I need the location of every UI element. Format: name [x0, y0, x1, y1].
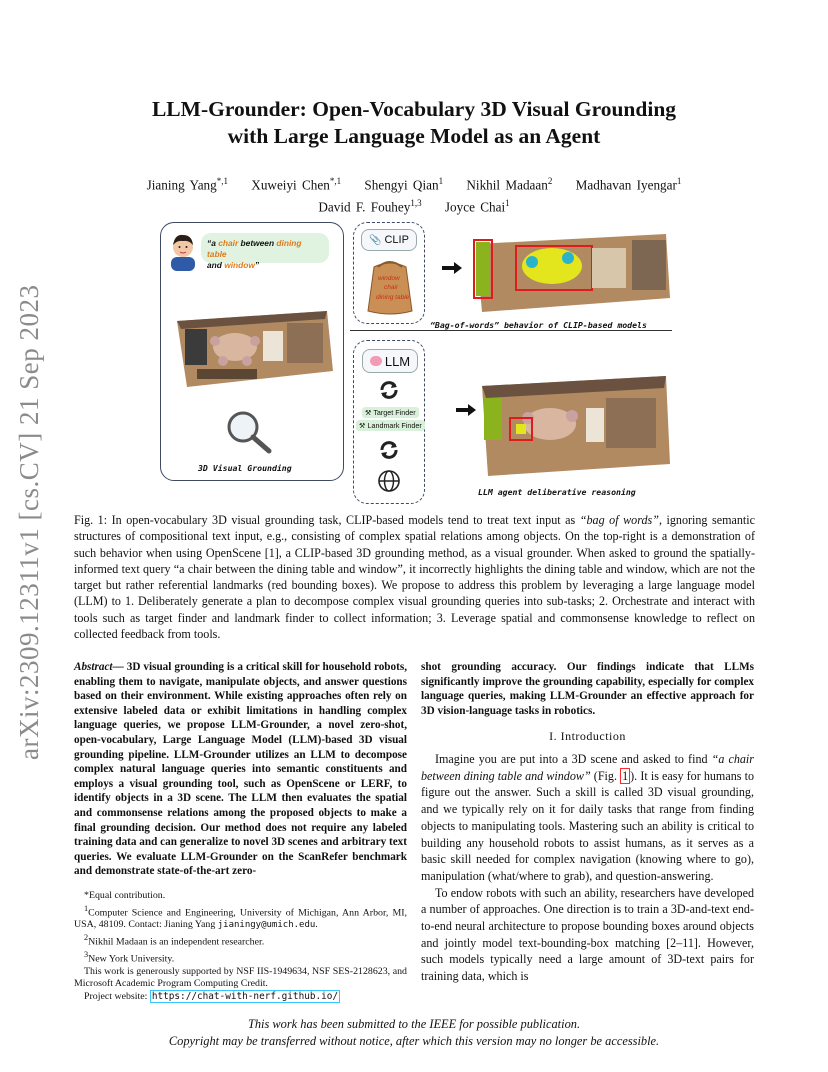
footnote-equal: *Equal contribution.	[84, 890, 166, 901]
input-panel	[160, 222, 344, 481]
cycle-icon	[378, 379, 400, 401]
intro-paragraph: Imagine you are put into a 3D scene and asked to find “a chair between dining table and window” (Fig. 1 ). It is easy for humans to figure out the answer. Such a skill is called 3D visual grounding, and we typically rely on it for daily tasks that range from finding objects to manipulating tools. Mastering such an ability is critical to building any household robots to assist humans, as it serves as a basic skill needed for complex navigation (knowing where to go), manipulation (what/where to grab), and question-answering.	[421, 752, 755, 883]
globe-icon	[377, 469, 401, 493]
bag-word-chair: chair	[384, 284, 399, 291]
footnote-1: $^1$Computer Science and Engineering, University of Michigan, Ann Arbor, MI, USA, 48109. Contact: Jianing Yang jianingy@umich.edu.	[74, 903, 407, 931]
paperclip-icon: 📎	[369, 234, 382, 246]
llm-result-scene	[476, 368, 672, 480]
author-name: Joyce Chai	[444, 199, 506, 215]
tools-icon: ⚒	[359, 421, 366, 430]
tools-icon: ⚒	[365, 408, 372, 417]
arrow-right-icon	[442, 262, 462, 274]
project-website-link[interactable]: https://chat-with-nerf.github.io/	[151, 991, 339, 1003]
paper-title: LLM-Grounder: Open-Vocabulary 3D Visual Grounding with Large Language Model as an Agent	[151, 97, 677, 148]
figure-divider	[350, 330, 672, 331]
figure-reference-link[interactable]: 1	[622, 768, 629, 783]
query-bubble: “a chair between dining table and window”	[201, 233, 329, 263]
arrow-right-icon	[456, 404, 476, 416]
scene-3d-render	[167, 301, 337, 391]
clip-result-scene	[472, 228, 672, 314]
footnote-funding: This work is generously supported by NSF IIS-1949634, NSF SES-2128623, and Microsoft Academic Program Computing Credit.	[74, 965, 407, 990]
footnote-2: $^2$Nikhil Madaan is an independent researcher.	[84, 933, 265, 948]
footnotes	[74, 890, 407, 1004]
figure-1	[160, 222, 680, 507]
figure-caption: Fig. 1: In open-vocabulary 3D visual grounding task, CLIP-based models tend to treat text input as “bag of words”, ignoring semantic structures of compositional text input, e.g., consisting of complex spatial relations among objects. On the top-right is a demonstration of such behavior when using OpenScene [1], a CLIP-based 3D grounding method, as a visual grounder. When asked to ground the spatially-informed text query “a chair between the dining table and window”, it incorrectly highlights the dining table and window, which are not the target but rather referential landmarks (red bounding boxes). We propose to address this problem by leveraging a large language model (LLM) to 1. Deliberately generate a plan to decompose complex visual grounding queries into sub-tasks; 2. Orchestrate and interact with tools such as target finder and landmark finder to collect information; 3. Leverage spatial and commonsense knowledge to reflect on collected feedback from tools.	[74, 513, 755, 642]
figure-caption-llm: LLM agent deliberative reasoning	[478, 487, 636, 497]
figure-caption-grounding: 3D Visual Grounding	[198, 463, 292, 473]
bag-word-dining-table: dining table	[376, 294, 410, 301]
author-name: Nikhil Madaan	[466, 177, 548, 193]
footnote-3: $^3$New York University.	[84, 949, 175, 965]
author-name: Jianing Yang	[146, 177, 217, 193]
figure-caption-clip: “Bag-of-words” behavior of CLIP-based models	[430, 320, 647, 330]
section-heading: I. Introduction	[549, 729, 626, 743]
contact-email[interactable]: jianingy@umich.edu	[217, 920, 316, 931]
bag-word-window: window	[378, 275, 400, 282]
clip-pill: 📎 CLIP	[361, 229, 417, 251]
llm-agent-panel	[353, 340, 425, 504]
brain-icon	[370, 356, 382, 366]
author-name: Madhavan Iyengar	[575, 177, 677, 193]
introduction-text	[421, 751, 754, 985]
tool-chip-landmark-finder: ⚒ Landmark Finder	[356, 420, 425, 431]
intro-paragraph: To endow robots with such an ability, researchers have developed a number of approaches. One direction is to train a 3D-and-text end-to-end neural architecture to propose bounding boxes around objects and jointly model text-bounding-box matching [2–11]. However, such models typically need a large amount of 3D-text pairs for training data, which is	[421, 885, 754, 984]
person-icon	[167, 231, 199, 271]
abstract: Abstract— 3D visual grounding is a critical skill for household robots, enabling them to navigate, manipulate objects, and answer questions based on their environment. While existing approaches often rely on extensive labeled data or exhibit limitations in handling complex language queries, we propose LLM-Grounder, a novel zero-shot, open-vocabulary, Large Language Model (LLM)-based 3D visual grounding pipeline. LLM-Grounder utilizes an LLM to decompose complex natural language queries into semantic constituents and employs a visual grounding tool, such as OpenScene or LERF, to identify objects in a 3D scene. The LLM then evaluates the spatial and commonsense relations among the proposed objects to make a final grounding decision. Our method does not require any labeled training data and can generalize to novel 3D scenes and arbitrary text queries. We evaluate LLM-Grounder on the ScanRefer benchmark and demonstrate state-of-the-art zero-	[74, 661, 408, 878]
ieee-notice: This work has been submitted to the IEEE for possible publication. Copyright may be transferred without notice, after which this version may no longer be accessible.	[168, 1017, 660, 1048]
clip-panel	[353, 222, 425, 324]
cycle-icon	[378, 439, 400, 461]
author-name: David F. Fouhey	[318, 199, 411, 215]
tool-chip-target-finder: ⚒ Target Finder	[362, 407, 419, 418]
footnote-website: Project website: https://chat-with-nerf.github.io/	[84, 991, 339, 1003]
author-name: Shengyi Qian	[364, 177, 439, 193]
author-name: Xuweiyi Chen	[251, 177, 330, 193]
abstract-continued: shot grounding accuracy. Our findings indicate that LLMs significantly improve the grounding capability, especially for complex language queries, making LLM-Grounder an effective approach for 3D vision-language tasks in robotics.	[421, 661, 754, 717]
author-list: Jianing Yang$^{*,1}$ Xuweiyi Chen$^{*,1}$ Shengyi Qian$^1$ Nikhil Madaan$^2$ Madhavan Iyengar$^1$ David F. Fouhey$^{1,3}$ Joyce Chai$^1$	[146, 176, 682, 215]
llm-pill: LLM	[362, 349, 418, 373]
magnifier-icon	[225, 409, 273, 455]
